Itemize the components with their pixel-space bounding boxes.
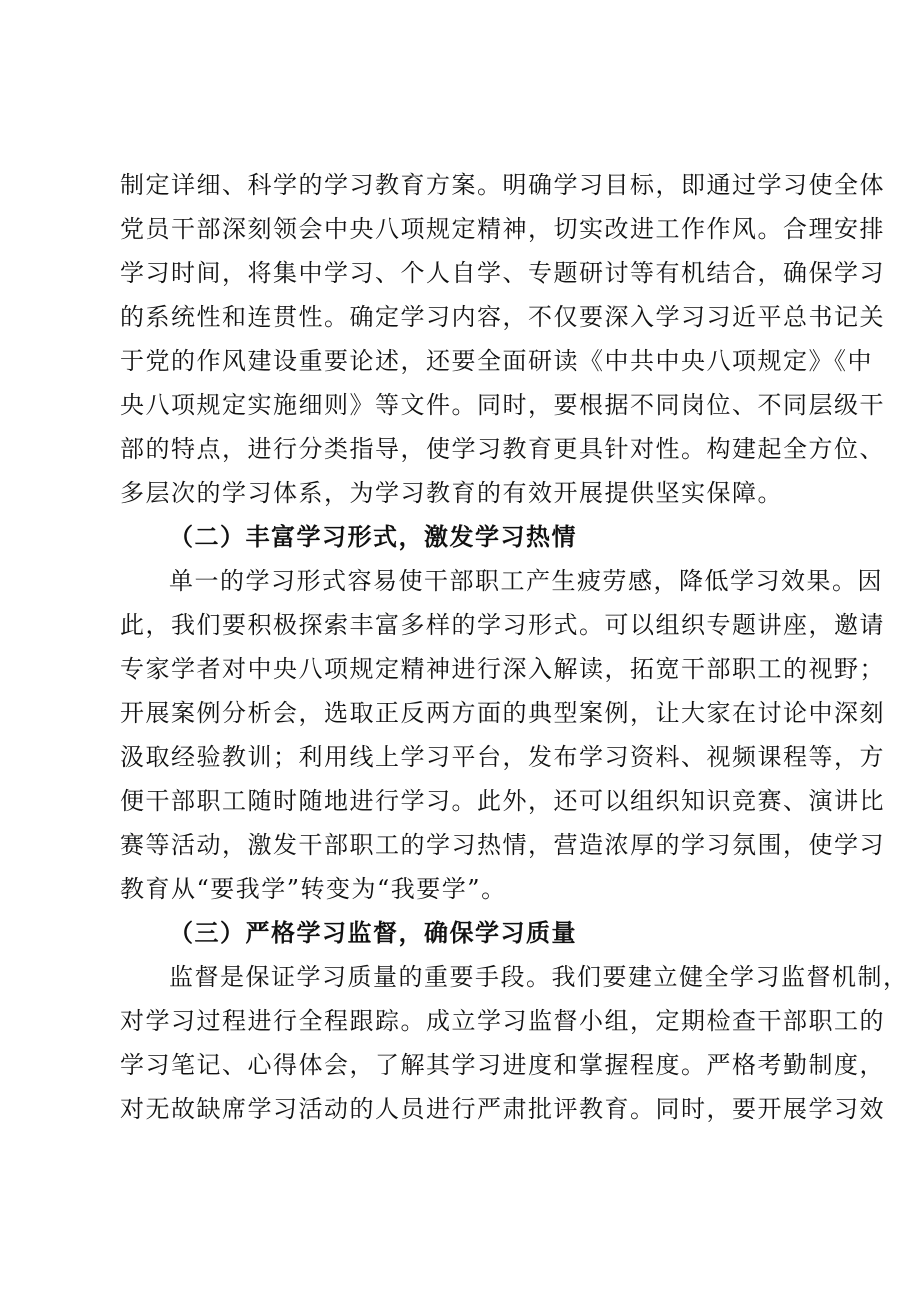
section-heading-2: （二）丰富学习形式，激发学习热情	[169, 523, 577, 551]
paragraph-2-line-7: 赛等活动，激发干部职工的学习热情，营造浓厚的学习氛围，使学习	[120, 831, 885, 859]
paragraph-2-line-8: 教育从“要我学”转变为“我要学”。	[120, 875, 507, 903]
paragraph-2-line-5: 汲取经验教训；利用线上学习平台，发布学习资料、视频课程等，方	[120, 743, 885, 771]
paragraph-3-line-1: 监督是保证学习质量的重要手段。我们要建立健全学习监督机制，	[169, 963, 909, 991]
paragraph-1-line-7: 部的特点，进行分类指导，使学习教育更具针对性。构建起全方位、	[120, 435, 885, 463]
paragraph-1-line-5: 于党的作风建设重要论述，还要全面研读《中共中央八项规定》《中	[120, 347, 873, 375]
paragraph-1-line-1: 制定详细、科学的学习教育方案。明确学习目标，即通过学习使全体	[120, 171, 885, 199]
paragraph-1-line-6: 央八项规定实施细则》等文件。同时，要根据不同岗位、不同层级干	[120, 391, 885, 419]
paragraph-3-line-4: 对无故缺席学习活动的人员进行严肃批评教育。同时，要开展学习效	[120, 1095, 885, 1123]
paragraph-2-line-4: 开展案例分析会，选取正反两方面的典型案例，让大家在讨论中深刻	[120, 699, 885, 727]
paragraph-1-line-3: 学习时间，将集中学习、个人自学、专题研讨等有机结合，确保学习	[120, 259, 885, 287]
paragraph-2-line-3: 专家学者对中央八项规定精神进行深入解读，拓宽干部职工的视野；	[120, 655, 885, 683]
paragraph-3-line-2: 对学习过程进行全程跟踪。成立学习监督小组，定期检查干部职工的	[120, 1007, 885, 1035]
paragraph-1-line-8: 多层次的学习体系，为学习教育的有效开展提供坚实保障。	[120, 479, 783, 507]
paragraph-1-line-2: 党员干部深刻领会中央八项规定精神，切实改进工作作风。合理安排	[120, 215, 885, 243]
paragraph-2-line-1: 单一的学习形式容易使干部职工产生疲劳感，降低学习效果。因	[169, 567, 883, 595]
paragraph-2-line-2: 此，我们要积极探索丰富多样的学习形式。可以组织专题讲座，邀请	[120, 611, 885, 639]
paragraph-1-line-4: 的系统性和连贯性。确定学习内容，不仅要深入学习习近平总书记关	[120, 303, 885, 331]
section-heading-3: （三）严格学习监督，确保学习质量	[169, 919, 577, 947]
paragraph-2-line-6: 便干部职工随时随地进行学习。此外，还可以组织知识竞赛、演讲比	[120, 787, 885, 815]
paragraph-3-line-3: 学习笔记、心得体会，了解其学习进度和掌握程度。严格考勤制度，	[120, 1051, 885, 1079]
